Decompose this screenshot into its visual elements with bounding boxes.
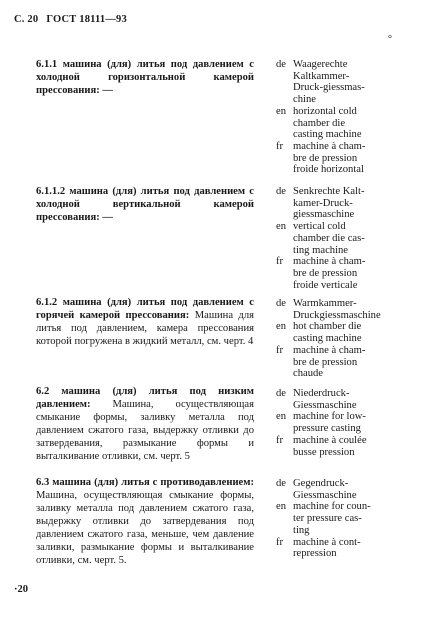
entry-title: 6.1.1 машина (для) литья под давлением с холодной горизонтальной камерой прессования: — [36,59,254,96]
lang-code: en [276,411,286,423]
term-entry-6-1-2 [36,296,254,348]
standard-code: ГОСТ 18111—93 [46,14,127,25]
page-label: С. 20 [14,14,39,25]
translations-6-1-1 [276,59,416,176]
lang-code: de [276,298,286,309]
translation-text: Gegendruck- Giessmaschine [293,478,357,501]
translation-text: machine à cham- bre de pression froide horizontal [293,140,366,176]
corner-mark: ° [388,34,392,45]
translation-text: Waagerechte Kaltkammer- Druck-giessmas- chine [293,59,365,106]
lang-code: fr [276,536,284,548]
translation-en [276,106,416,141]
translation-de [276,388,416,411]
lang-code: de [276,478,286,489]
lang-code: de [276,186,286,197]
entry-definition: Машина, осуществляющая смыкание формы, заливку металла под давлением сжатого газа, выдержку отливки до затвердевания под давлением сжатого газа, меньше, чем давление заливки, размыкание формы и выталкивание отливки, см. черт. 5. [36,490,254,566]
translation-text: Niederdruck- Giessmaschine [293,388,357,411]
lang-code: en [276,321,286,333]
translation-text: Senkrechte Kalt- kamer-Druck- giessmaschine [293,186,365,221]
translation-text: hot chamber die casting machine [293,321,362,345]
translation-en [276,221,416,256]
page-header [14,14,127,25]
lang-code: en [276,105,286,117]
translation-en [276,321,416,344]
translations-6-3 [276,478,416,560]
translation-text: machine à coulée busse pression [293,434,367,458]
lang-code: en [276,221,286,233]
entry-title: 6.1.2 машина (для) литья под давлением с горячей камерой прессования: [36,297,254,321]
entry-definition: Машина, осуществляющая смыкание формы, заливку металла под давлением сжатого газа, выдержку отливки до затвердевания, размыкание формы и выталкивание отливки, см. черт. 5 [36,399,254,462]
entry-definition: Машина для литья под давлением, камера прессования которой погружена в жидкий металл, см. черт. 4 [36,310,254,347]
page-number: ·20 [14,584,29,595]
translation-text: machine à cham- bre de pression froide verticale [293,256,366,291]
translation-text: machine à cham- bre de pression chaude [293,344,366,380]
translation-fr [276,435,416,458]
term-entry-6-2 [36,385,254,463]
translation-fr [276,141,416,176]
translation-de [276,59,416,106]
term-entry-6-1-1 [36,58,254,97]
translation-en [276,501,416,536]
entry-title: 6.2 машина (для) литья под низким давлением: [36,386,254,410]
term-entry-6-3 [36,476,254,567]
translation-text: Warmkammer- Druckgiessmaschine [293,298,381,321]
translation-fr [276,537,416,560]
translation-de [276,298,416,321]
translations-6-2 [276,388,416,458]
translation-fr [276,345,416,380]
lang-code: en [276,501,286,513]
translation-text: machine for low- pressure casting [293,411,366,435]
translation-de [276,478,416,501]
translation-text: machine for coun- ter pressure cas- ting [293,501,371,536]
translations-6-1-1-2 [276,186,416,291]
lang-code: fr [276,434,284,446]
entry-title: 6.3 машина (для) литья с противодавлением: [36,477,254,488]
translation-text: vertical cold chamber die cas- ting machine [293,221,365,256]
lang-code: fr [276,256,284,268]
entry-title: 6.1.1.2 машина (для) литья под давлением с холодной вертикальной камерой прессования: — [36,186,254,223]
translation-en [276,411,416,434]
translations-6-1-2 [276,298,416,380]
term-entry-6-1-1-2 [36,185,254,224]
lang-code: fr [276,344,284,356]
translation-text: machine à cont- repression [293,536,361,560]
lang-code: de [276,388,286,399]
translation-de [276,186,416,221]
translation-text: horizontal cold chamber die casting machine [293,105,362,141]
lang-code: de [276,59,286,70]
translation-fr [276,256,416,291]
lang-code: fr [276,140,284,152]
